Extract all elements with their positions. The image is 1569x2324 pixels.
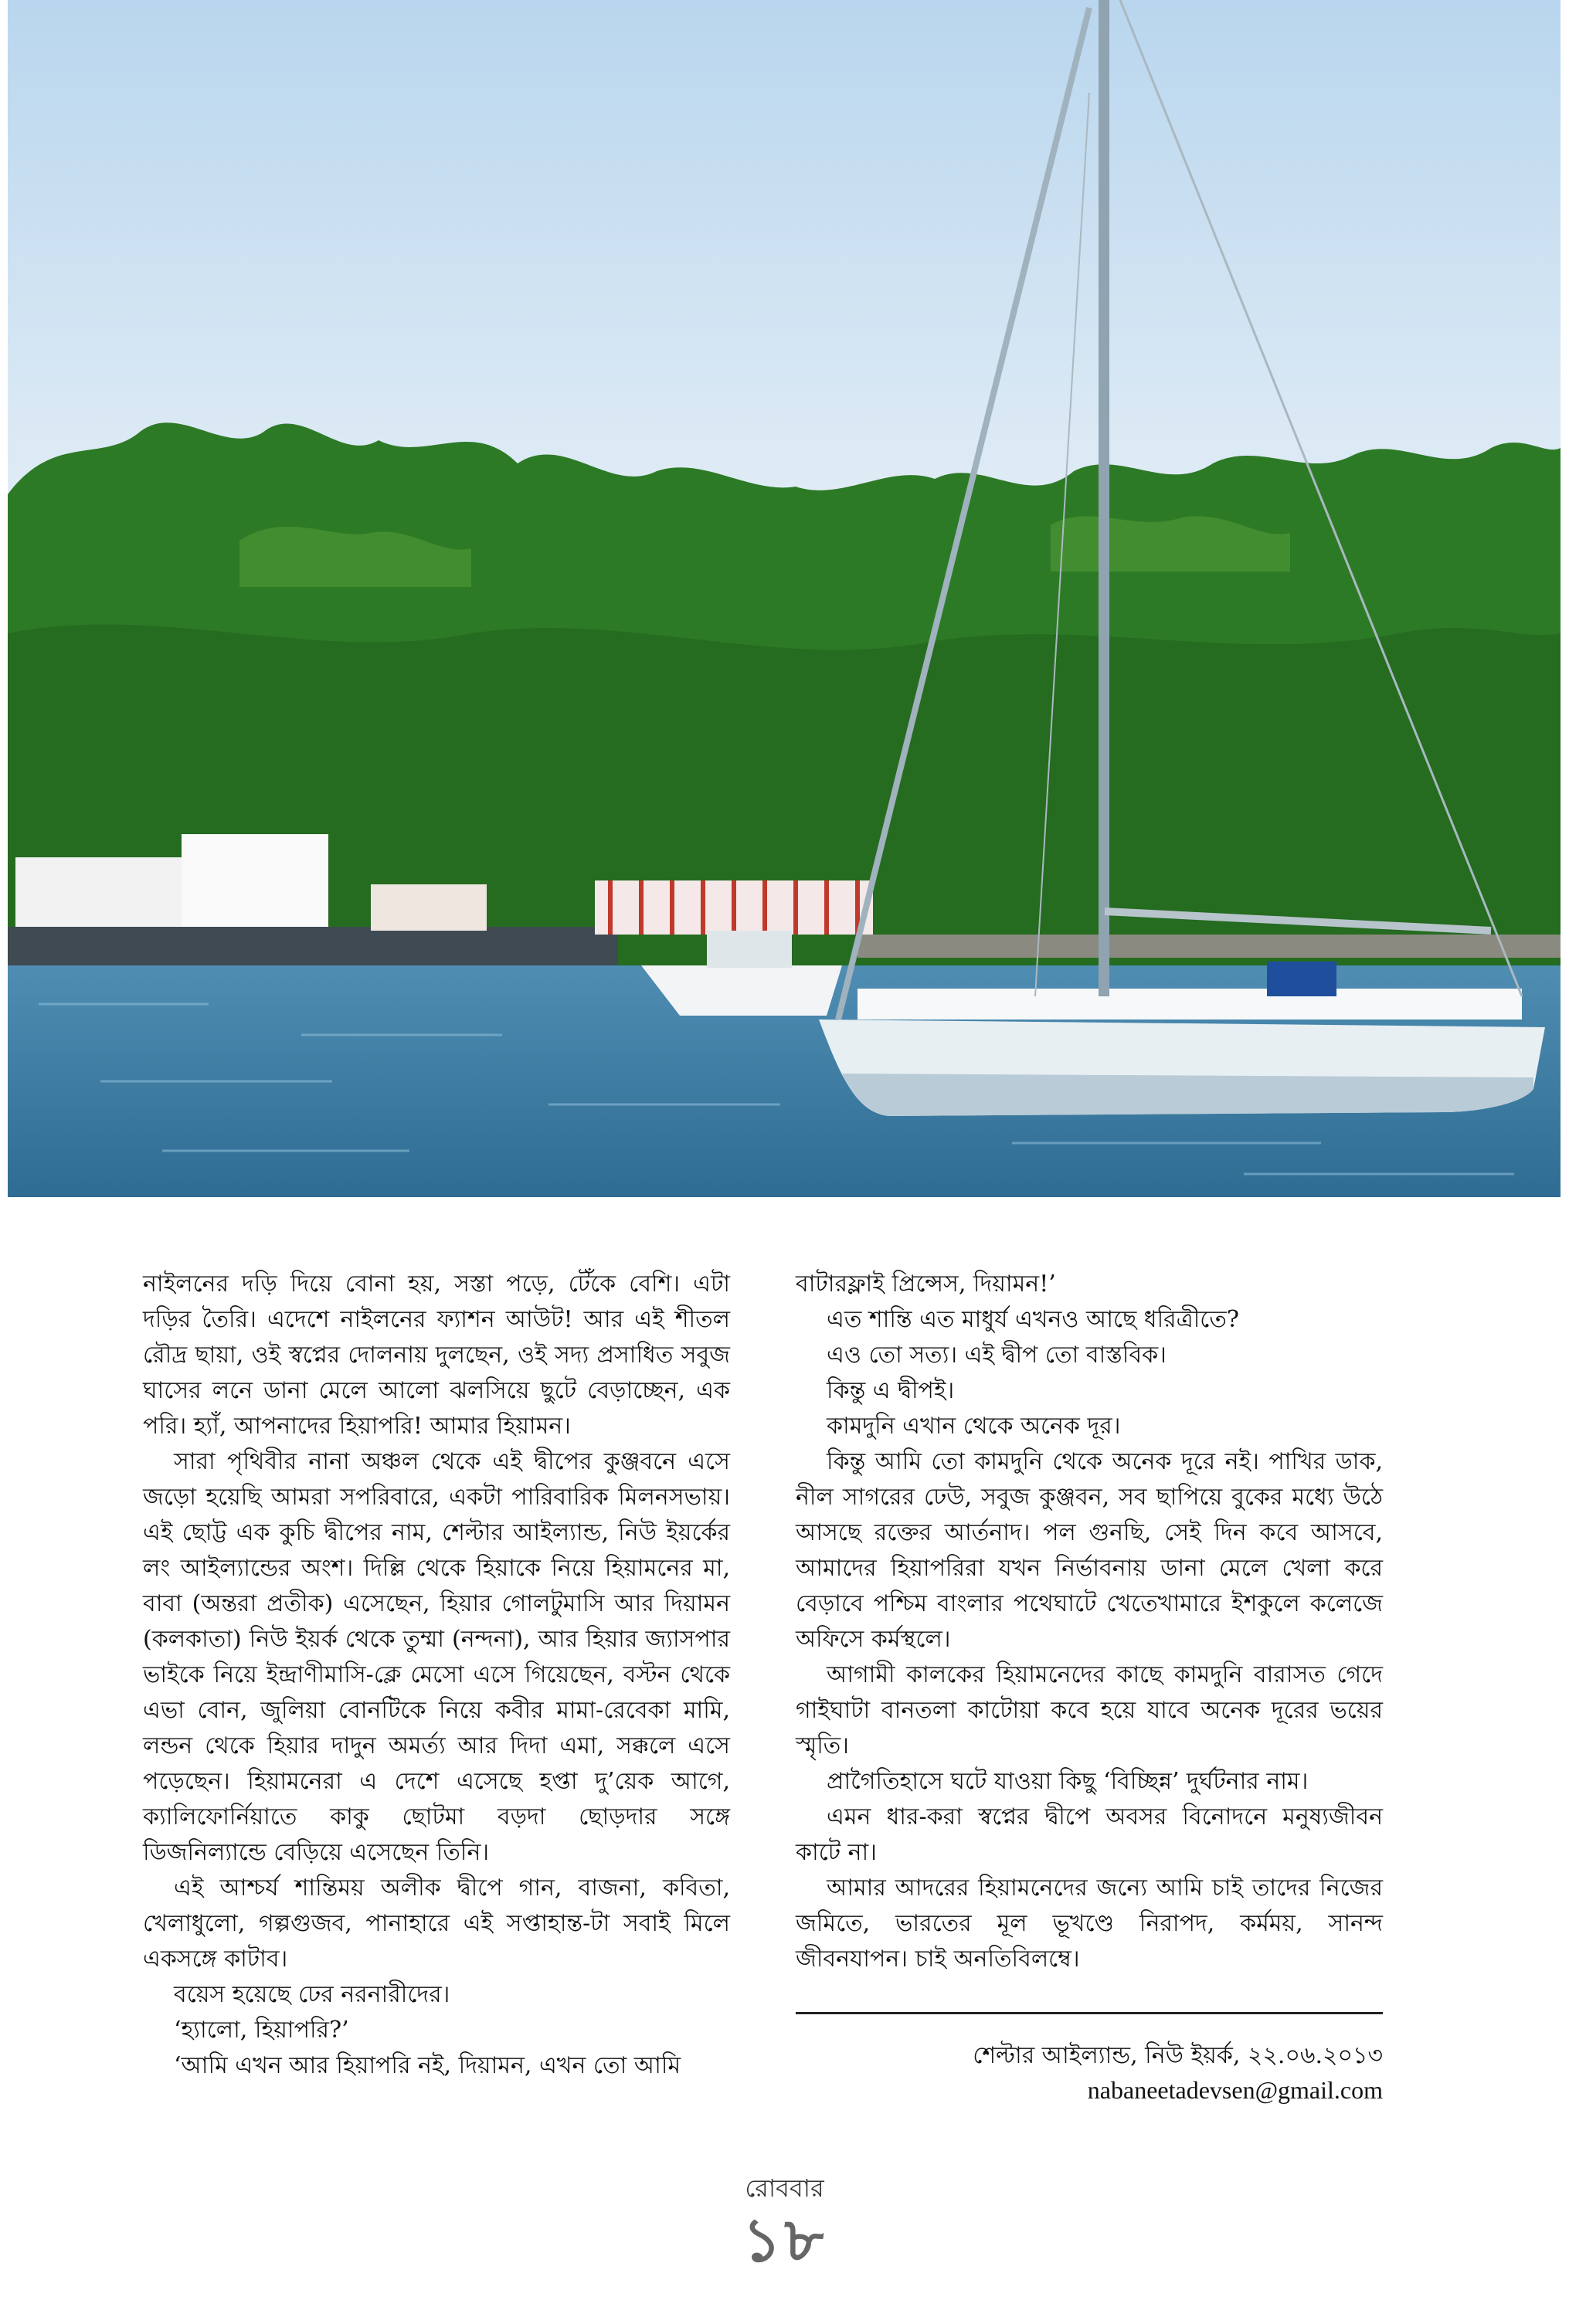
paragraph: এই আশ্চর্য শান্তিময় অলীক দ্বীপে গান, বাজনা, কবিতা, খেলাধুলো, গল্পগুজব, পানাহারে এই সপ্তাহান্ত-টা সবাই মিলে একসঙ্গে কাটাব। — [143, 1874, 730, 1973]
paragraph: কামদুনি এখান থেকে অনেক দূর। — [827, 1413, 1121, 1440]
motorboat-cabin — [707, 931, 792, 968]
paragraph: কিন্তু এ দ্বীপই। — [827, 1377, 955, 1404]
paragraph: বাটারফ্লাই প্রিন্সেস, দিয়ামন!’ — [796, 1271, 1056, 1298]
red-building — [371, 884, 487, 931]
sailboat-deck — [858, 989, 1522, 1020]
author-email[interactable]: nabaneetadevsen@gmail.com — [1087, 2076, 1383, 2104]
paragraph: আমার আদরের হিয়ামনেদের জন্যে আমি চাই তাদের নিজের জমিতে, ভারতের মূল ভূখণ্ডে নিরাপদ, কর্মময়, সানন্দ জীবনযাপন। চাই অনতিবিলম্বে। — [796, 1874, 1383, 1973]
paragraph: নাইলনের দড়ি দিয়ে বোনা হয়, সস্তা পড়ে, টেঁকে বেশি। এটা দড়ির তৈরি। এদেশে নাইলনের ফ্যাশন আউট! আর এই শীতল রৌদ্র ছায়া, ওই স্বপ্নের দোলনায় দুলছেন, ওই সদ্য প্রসাধিত সবুজ ঘাসের লনে ডানা মেলে আলো ঝলসিয়ে ছুটে বেড়াচ্ছেন, এক পরি। হ্যাঁ, আপনাদের হিয়াপরি! আমার হিয়ামন। — [143, 1271, 730, 1440]
paragraph: বয়েস হয়েছে ঢের নরনারীদের। — [174, 1981, 450, 2008]
sailboat-photo — [8, 0, 1561, 1197]
paragraph: এত শান্তি এত মাধুর্য এখনও আছে ধরিত্রীতে? — [827, 1306, 1239, 1333]
page-number: ১৮ — [742, 2205, 827, 2275]
signature-place-date: শেল্টার আইল্যান্ড, নিউ ইয়র্ক, ২২.০৬.২০১৩ — [973, 2042, 1383, 2069]
paragraph: এও তো সত্য। এই দ্বীপ তো বাস্তবিক। — [827, 1342, 1167, 1369]
article-column-right — [796, 1267, 1383, 1977]
paragraph: সারা পৃথিবীর নানা অঞ্চল থেকে এই দ্বীপের কুঞ্জবনে এসে জড়ো হয়েছি আমরা সপরিবারে, একটা পারিবারিক মিলনসভায়। এই ছোট্ট এক কুচি দ্বীপের নাম, শেল্টার আইল্যান্ড, নিউ ইয়র্কের লং আইল্যান্ডের অংশ। দিল্লি থেকে হিয়াকে নিয়ে হিয়ামনের মা, বাবা (অন্তরা প্রতীক) এসেছেন, হিয়ার গোলটুমাসি আর দিয়ামন (কলকাতা) নিউ ইয়র্ক থেকে তুম্মা (নন্দনা), আর হিয়ার জ্যাসপার ভাইকে নিয়ে ইন্দ্রাণীমাসি-ক্লে মেসো এসে গিয়েছেন, বস্টন থেকে এভা বোন, জুলিয়া বোনটিকে নিয়ে কবীর মামা-রেবেকা মামি, লন্ডন থেকে হিয়ার দাদুন অমর্ত্য আর দিদা এমা, সক্কলে এসে পড়েছেন। হিয়ামনেরা এ দেশে এসেছে হপ্তা দু’য়েক আগে, ক্যালিফোর্নিয়াতে কাকু ছোটমা বড়দা ছোড়দার সঙ্গে ডিজনিল্যান্ডে বেড়িয়ে এসেছেন তিনি। — [143, 1448, 730, 1866]
sailboat-canopy — [1267, 962, 1336, 996]
ferry — [182, 834, 328, 927]
sailboat-mast — [1099, 0, 1109, 996]
paragraph: এমন ধার-করা স্বপ্নের দ্বীপে অবসর বিনোদনে মনুষ্যজীবন কাটে না। — [796, 1803, 1383, 1866]
sailboat-photo-image — [8, 0, 1561, 1197]
sailboat-hull-shade — [842, 1074, 1533, 1116]
ferry-building — [15, 857, 209, 927]
paragraph: ‘আমি এখন আর হিয়াপরি নই, দিয়ামন, এখন তো আমি — [174, 2052, 681, 2079]
article-column-left — [143, 1267, 730, 2084]
paragraph: আগামী কালকের হিয়ামনেদের কাছে কামদুনি বারাসত গেদে গাইঘাটা বানতলা কাটোয়া কবে হয়ে যাবে অনেক দূরের ভয়ের স্মৃতি। — [796, 1661, 1383, 1759]
paragraph: ‘হ্যালো, হিয়াপরি?’ — [174, 2017, 349, 2044]
paragraph: কিন্তু আমি তো কামদুনি থেকে অনেক দূরে নই। পাখির ডাক, নীল সাগরের ঢেউ, সবুজ কুঞ্জবন, সব ছাপিয়ে বুকের মধ্যে উঠে আসছে রক্তের আর্তনাদ। পল গুনছি, সেই দিন কবে আসবে, আমাদের হিয়াপরিরা যখন নির্ভাবনায় ডানা মেলে খেলা করে বেড়াবে পশ্চিম বাংলার পথেঘাটে খেতেখামারে ইশকুলে কলেজে অফিসে কর্মস্থলে। — [796, 1448, 1383, 1653]
pier — [858, 935, 1561, 958]
paragraph: প্রাগৈতিহাসে ঘটে যাওয়া কিছু ‘বিচ্ছিন্ন’ দুর্ঘটনার নাম। — [827, 1768, 1309, 1795]
signature-divider — [796, 2012, 1383, 2014]
publication-name: রোববার — [745, 2173, 824, 2203]
